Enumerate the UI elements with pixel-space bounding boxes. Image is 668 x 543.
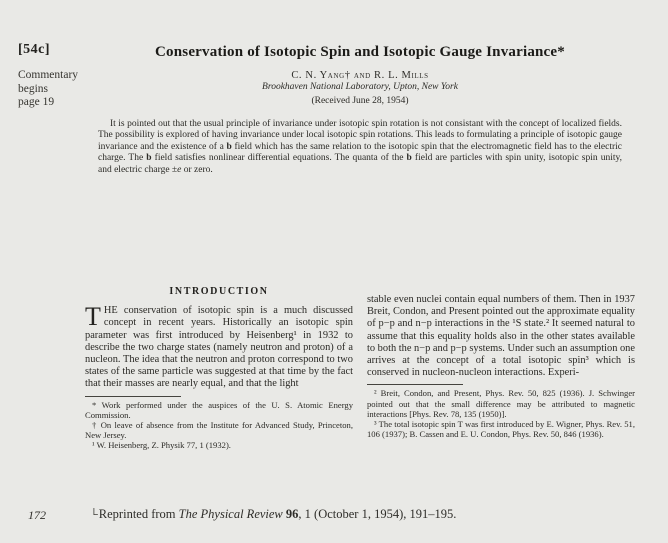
article (85, 44, 635, 450)
right-footnotes (367, 388, 635, 438)
footnote-work-acknowledgment: * Work performed under the auspices of the U. S. Atomic Energy Commission. (85, 399, 353, 420)
left-footnotes (85, 400, 353, 450)
reprint-citation-text: Reprinted from The Physical Review 96, 1 (October 1, 1954), 191–195. (98, 507, 457, 521)
corner-mark-icon: └ (90, 509, 98, 521)
section-heading-introduction: INTRODUCTION (169, 286, 269, 298)
author-line: C. N. Yang† and R. L. Mills (291, 70, 429, 81)
footnote-reference-2: ² Breit, Condon, and Present, Phys. Rev. 50, 825 (1936). J. Schwinger pointed out that the small difference may be attributed to magnetic interactions [Phys. Rev. 78, 135 (1950)]. (367, 388, 635, 419)
footnote-rule (85, 396, 181, 397)
page-footer (0, 507, 668, 529)
continued-paragraph: stable even nuclei contain equal numbers of them. Then in 1937 Breit, Condon, and Present pointed out the approximate equality of p−p and n−p interactions in the ¹S state.² It seemed natural to assume that this equality holds also in the other states available to both the n−p and p−p systems. Under such an assumption one arrives at the concept of a total isotopic spin³ which is conserved in nucleon-nucleon interactions. Experi- (367, 294, 635, 379)
margin-annotations (18, 42, 78, 110)
footnote-rule (367, 384, 463, 385)
footnote-reference-1: ¹ W. Heisenberg, Z. Physik 77, 1 (1932). (92, 440, 231, 451)
received-date-line: (Received June 28, 1954) (311, 96, 409, 106)
paper-title: Conservation of Isotopic Spin and Isotopic Gauge Invariance* (155, 44, 565, 60)
commentary-note-line: begins (18, 82, 49, 95)
two-column-body (85, 286, 635, 450)
right-column (367, 286, 635, 450)
reprint-citation (90, 507, 456, 522)
book-page-number: 172 (28, 508, 46, 522)
introduction-paragraph (85, 302, 353, 390)
left-column (85, 286, 353, 450)
introduction-paragraph-text: HE conservation of isotopic spin is a much discussed concept in recent years. Historically an isotopic spin parameter was first introduced by Heisenberg¹ in 1932 to describe the two charge states (namely neutron and proton) of a nucleon. The idea that the neutron and proton correspond to two states of the same particle was suggested at that time by the fact that their masses are nearly equal, and that the light (85, 305, 353, 390)
drop-cap: T (85, 302, 101, 332)
commentary-note-line: page 19 (18, 96, 55, 108)
abstract: It is pointed out that the usual principle of invariance under isotopic spin rotation is not consistant with the concept of localized fields. The possibility is explored of having invariance under local isotopic spin rotations. This leads to formulating a principle of isotopic gauge invariance and the existence of a b field which has the same relation to the isotopic spin that the electromagnetic field has to the electric charge. The b field satisfies nonlinear differential equations. The quanta of the b field are particles with spin unity, isotopic spin unity, and electric charge ±e or zero. (98, 119, 623, 175)
commentary-note-line: Commentary (18, 69, 79, 81)
footnote-author-leave: † On leave of absence from the Institute for Advanced Study, Princeton, New Jersey. (85, 419, 353, 440)
footnote-reference-3: ³ The total isotopic spin T was first introduced by E. Wigner, Phys. Rev. 51, 106 (1937); B. Cassen and E. U. Condon, Phys. Rev. 50, 846 (1936). (367, 418, 635, 439)
commentary-note (18, 69, 78, 110)
affiliation-line: Brookhaven National Laboratory, Upton, New York (262, 82, 458, 92)
paper-number-label: [54c] (18, 42, 51, 57)
